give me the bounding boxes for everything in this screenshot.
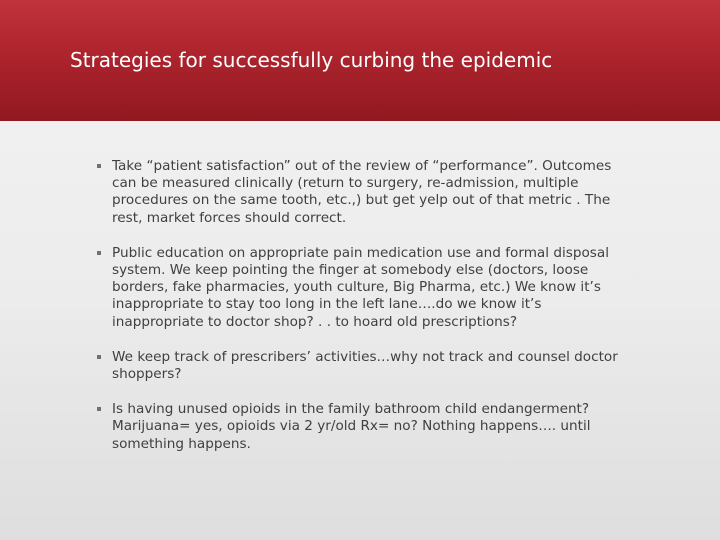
bullet-text-4: Is having unused opioids in the family bathroom child endangerment? Marijuana= yes, opioids via 2 yr/old Rx= no? Nothing happens…. until something happens.: [112, 401, 591, 452]
bullet-list: [112, 158, 632, 453]
slide-content: [112, 158, 632, 453]
bullet-text-1: Take “patient satisfaction” out of the review of “performance”. Outcomes can be measured clinically (return to surgery, re-admission, multiple procedures on the same tooth, etc.,) but get yelp out of that metric . The rest, market forces should correct.: [112, 158, 612, 226]
square-bullet-icon: [97, 407, 101, 411]
title-banner: [0, 0, 720, 121]
slide-title: Strategies for successfully curbing the epidemic: [70, 48, 553, 72]
square-bullet-icon: [97, 164, 101, 168]
bullet-item-1: [112, 158, 632, 227]
bullet-text-3: We keep track of prescribers’ activities…why not track and counsel doctor shoppers?: [112, 348, 618, 383]
bullet-text-2: Public education on appropriate pain medication use and formal disposal system. We keep pointing the finger at somebody else (doctors, loose borders, fake pharmacies, youth culture, Big Pharma, etc.) We know it’s inappropriate to stay too long in the left lane….do we know it’s inappropriate to doctor shop? . . to hoard old prescriptions?: [112, 244, 609, 330]
bullet-item-2: [112, 245, 632, 331]
bullet-item-4: [112, 401, 632, 453]
bullet-item-3: [112, 349, 632, 383]
square-bullet-icon: [97, 355, 101, 359]
square-bullet-icon: [97, 251, 101, 255]
